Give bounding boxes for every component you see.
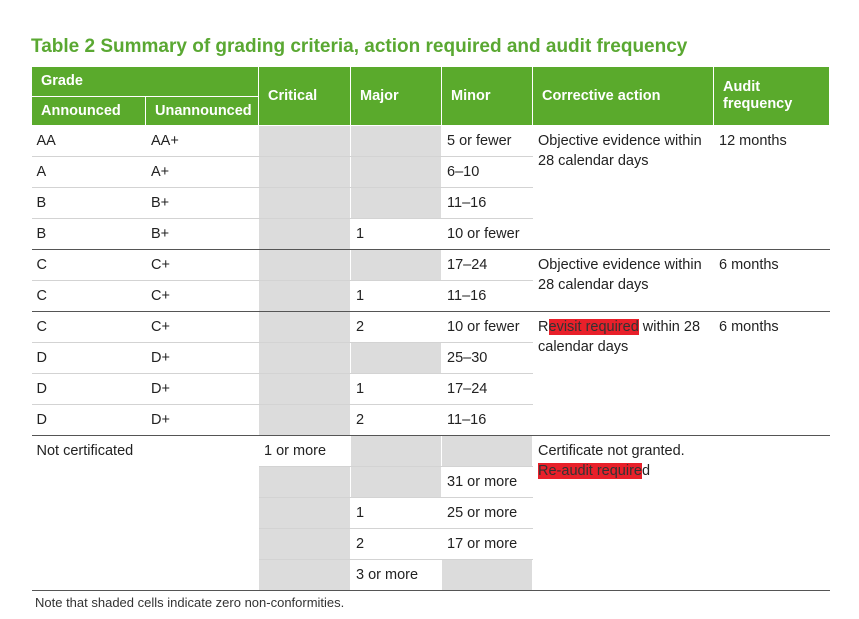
cell-unannounced: C+ (146, 281, 259, 312)
cell-announced: AA (32, 126, 146, 157)
cell-announced: D (32, 374, 146, 405)
header-major: Major (351, 67, 442, 126)
cell-minor: 11–16 (442, 188, 533, 219)
cell-unannounced: C+ (146, 250, 259, 281)
cell-major: 2 (351, 529, 442, 560)
cell-audit-frequency: 12 months (714, 126, 830, 250)
cell-critical (259, 219, 351, 250)
cell-minor: 10 or fewer (442, 219, 533, 250)
cell-major (351, 250, 442, 281)
cell-critical: 1 or more (259, 436, 351, 467)
header-audit-frequency: Audit frequency (714, 67, 830, 126)
cell-major (351, 126, 442, 157)
table-row (32, 436, 830, 467)
cell-major (351, 157, 442, 188)
cell-major: 3 or more (351, 560, 442, 591)
cell-unannounced: C+ (146, 312, 259, 343)
cell-announced: A (32, 157, 146, 188)
cell-minor: 17 or more (442, 529, 533, 560)
cell-critical (259, 343, 351, 374)
cell-minor: 31 or more (442, 467, 533, 498)
table-note: Note that shaded cells indicate zero non-conformities. (35, 595, 345, 610)
cell-corrective-action: Objective evidence within 28 calendar days (533, 250, 714, 312)
cell-audit-frequency: 6 months (714, 250, 830, 312)
cell-minor (442, 560, 533, 591)
cell-major: 2 (351, 405, 442, 436)
cell-minor: 6–10 (442, 157, 533, 188)
cell-announced: C (32, 281, 146, 312)
cell-unannounced: A+ (146, 157, 259, 188)
cell-minor: 11–16 (442, 405, 533, 436)
highlighted-text: evisit required (548, 319, 639, 335)
header-minor: Minor (442, 67, 533, 126)
cell-critical (259, 374, 351, 405)
cell-corrective-action: Certificate not granted. Re-audit required (533, 436, 714, 591)
cell-announced: B (32, 188, 146, 219)
cell-major (351, 188, 442, 219)
header-grade: Grade (32, 67, 259, 97)
cell-unannounced: D+ (146, 405, 259, 436)
cell-minor: 25–30 (442, 343, 533, 374)
cell-critical (259, 188, 351, 219)
cell-unannounced: B+ (146, 188, 259, 219)
cell-critical (259, 312, 351, 343)
cell-critical (259, 405, 351, 436)
cell-unannounced: AA+ (146, 126, 259, 157)
cell-announced: C (32, 250, 146, 281)
cell-major (351, 436, 442, 467)
cell-minor: 11–16 (442, 281, 533, 312)
grading-table (31, 66, 830, 591)
cell-major: 1 (351, 498, 442, 529)
cell-minor (442, 436, 533, 467)
cell-major: 1 (351, 374, 442, 405)
cell-major: 2 (351, 312, 442, 343)
cell-corrective-action: Revisit required within 28 calendar days (533, 312, 714, 436)
cell-announced: Not certificated (32, 436, 259, 591)
highlighted-text: Re-audit require (538, 463, 642, 479)
cell-critical (259, 529, 351, 560)
cell-corrective-action: Objective evidence within 28 calendar days (533, 126, 714, 250)
header-critical: Critical (259, 67, 351, 126)
table-row (32, 250, 830, 281)
cell-critical (259, 281, 351, 312)
table-row (32, 126, 830, 157)
table-title: Table 2 Summary of grading criteria, action required and audit frequency (31, 36, 688, 57)
cell-major (351, 343, 442, 374)
cell-minor: 10 or fewer (442, 312, 533, 343)
cell-major: 1 (351, 281, 442, 312)
cell-unannounced: D+ (146, 343, 259, 374)
cell-critical (259, 560, 351, 591)
cell-minor: 17–24 (442, 250, 533, 281)
cell-minor: 5 or fewer (442, 126, 533, 157)
cell-minor: 25 or more (442, 498, 533, 529)
cell-minor: 17–24 (442, 374, 533, 405)
cell-unannounced: D+ (146, 374, 259, 405)
cell-critical (259, 157, 351, 188)
cell-unannounced: B+ (146, 219, 259, 250)
cell-critical (259, 250, 351, 281)
cell-announced: B (32, 219, 146, 250)
cell-announced: D (32, 405, 146, 436)
cell-announced: C (32, 312, 146, 343)
cell-major (351, 467, 442, 498)
cell-announced: D (32, 343, 146, 374)
cell-critical (259, 126, 351, 157)
header-announced: Announced (32, 97, 146, 126)
cell-major: 1 (351, 219, 442, 250)
cell-critical (259, 498, 351, 529)
cell-critical (259, 467, 351, 498)
table-row (32, 312, 830, 343)
cell-audit-frequency (714, 436, 830, 591)
header-corrective-action: Corrective action (533, 67, 714, 126)
header-unannounced: Unannounced (146, 97, 259, 126)
cell-audit-frequency: 6 months (714, 312, 830, 436)
